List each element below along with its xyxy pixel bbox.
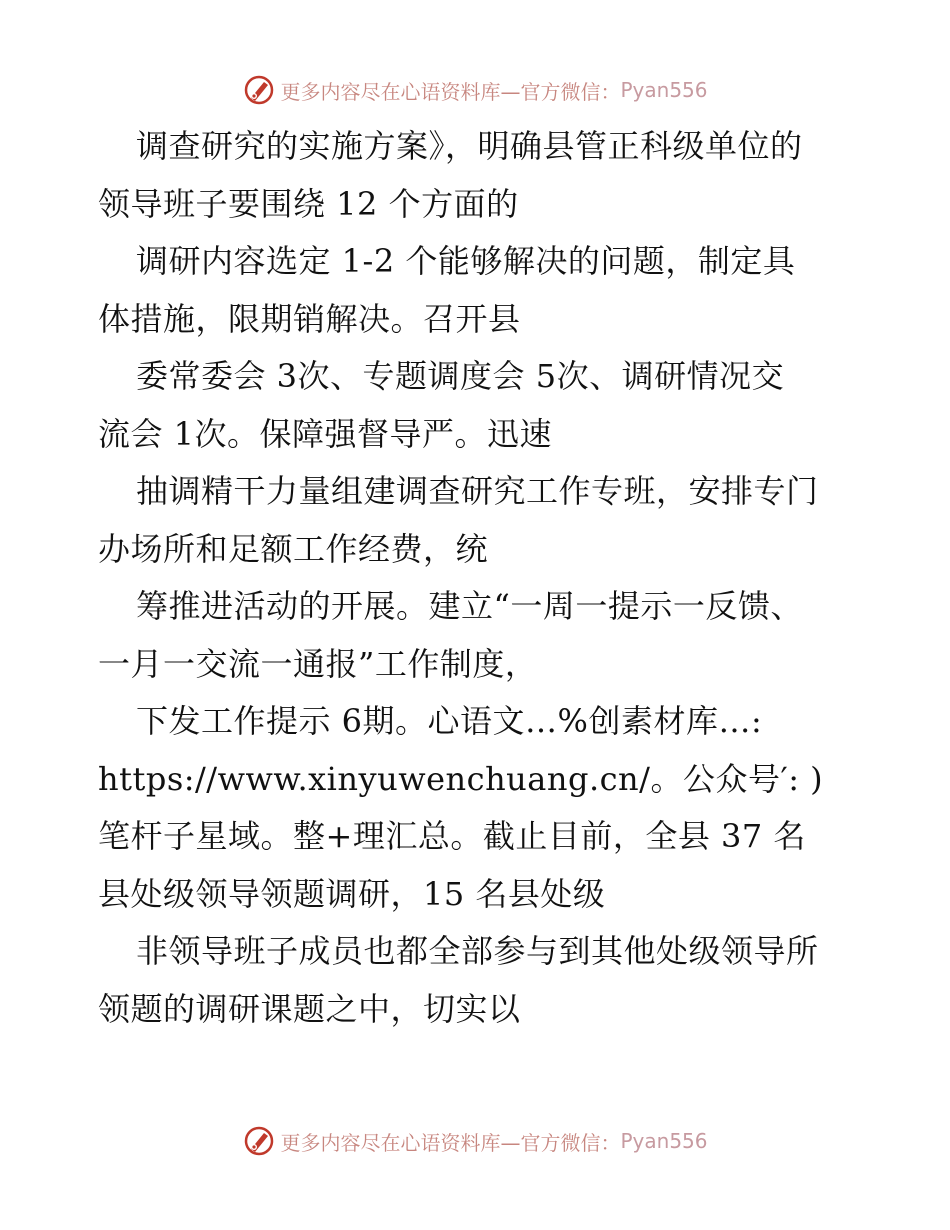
pen-logo-icon [242, 73, 276, 107]
body-line: https://www.xinyuwenchuang.cn/。公众号′: ) [98, 759, 824, 798]
header-banner-text: 更多内容尽在心语资料库—官方微信： [280, 79, 621, 104]
body-line: 下发工作提示 6期。心语文…%创素材库…: [136, 702, 763, 740]
body-line: 体措施，限期销解决。召开县 [98, 299, 521, 338]
body-line: 委常委会 3次、专题调度会 5次、调研情况交 [136, 357, 785, 395]
header-banner-wechat-id: Pyan556 [620, 78, 708, 102]
document-body [98, 118, 858, 1038]
footer-banner [0, 1121, 950, 1161]
body-line: 办场所和足额工作经费，统 [98, 529, 489, 568]
body-line: 笔杆子星域。整+理汇总。截止目前，全县 37 名 [98, 817, 806, 855]
pen-logo-icon [242, 1124, 276, 1158]
body-line: 领导班子要围绕 12 个方面的 [98, 184, 519, 223]
body-line: 抽调精干力量组建调查研究工作专班，安排专门 [136, 472, 819, 510]
header-banner [0, 70, 950, 110]
footer-banner-wechat-id: Pyan556 [620, 1129, 708, 1153]
body-line: 调查研究的实施方案》，明确县管正科级单位的 [136, 127, 803, 165]
footer-banner-text: 更多内容尽在心语资料库—官方微信： [280, 1130, 621, 1155]
body-line: 流会 1次。保障强督导严。迅速 [98, 414, 553, 453]
body-line: 县处级领导领题调研，15 名县处级 [98, 874, 606, 913]
body-line: 一月一交流一通报”工作制度， [98, 644, 538, 683]
body-line: 调研内容选定 1-2 个能够解决的问题，制定具 [136, 242, 796, 280]
body-line: 非领导班子成员也都全部参与到其他处级领导所 [136, 932, 819, 970]
body-line: 筹推进活动的开展。建立“一周一提示一反馈、 [136, 587, 803, 625]
body-line: 领题的调研课题之中，切实以 [98, 989, 521, 1028]
